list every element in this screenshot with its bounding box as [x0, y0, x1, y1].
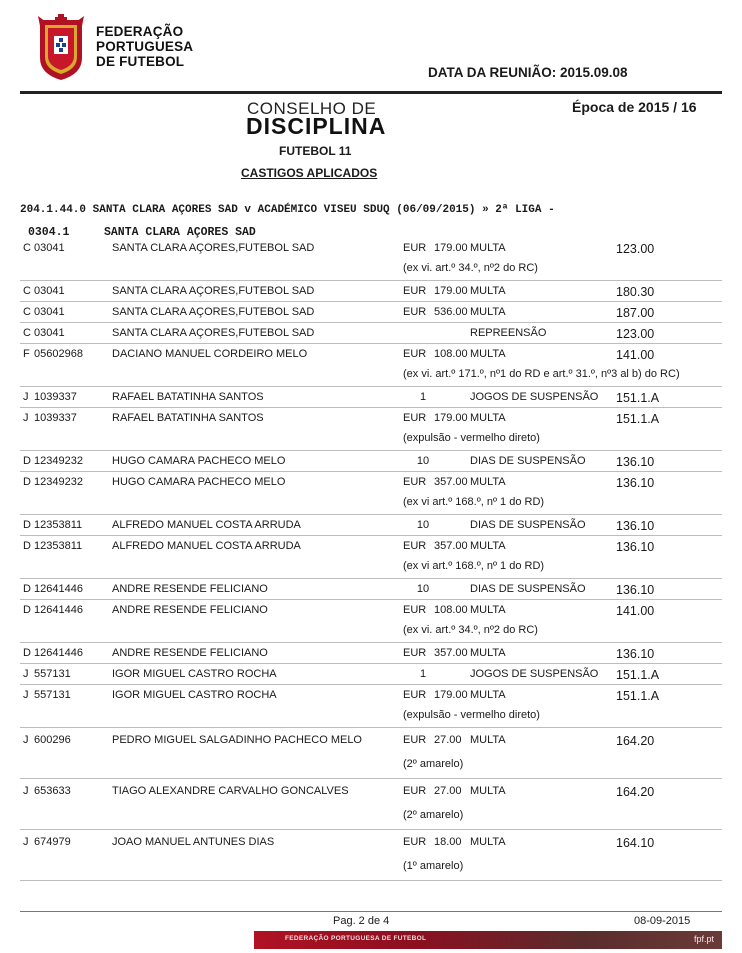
entry-article: 123.00 [616, 242, 655, 256]
table-row [20, 302, 722, 323]
entry-amount: 357.00 [434, 540, 468, 552]
page-number: Pag. 2 de 4 [333, 915, 390, 927]
footer-date: 08-09-2015 [634, 915, 691, 927]
entry-article: 136.10 [616, 647, 655, 661]
entry-type: D [23, 519, 31, 531]
row-main-line [20, 281, 722, 301]
entry-penalty: MULTA [470, 734, 506, 746]
entry-id: 653633 [34, 785, 71, 797]
entry-article: 136.10 [616, 583, 655, 597]
row-main-line [20, 302, 722, 322]
entry-currency: EUR [403, 734, 427, 746]
organization-name [96, 24, 193, 69]
entry-note: (2º amarelo) [403, 758, 464, 770]
entry-article: 151.1.A [616, 668, 660, 682]
entry-type: J [23, 412, 29, 424]
org-line-1: FEDERAÇÃO [96, 24, 184, 39]
club-name: SANTA CLARA AÇORES SAD [104, 226, 256, 239]
table-row [20, 408, 722, 451]
entry-quantity: 10 [416, 455, 430, 467]
entry-id: 674979 [34, 836, 71, 848]
penalties-table [20, 238, 722, 881]
table-row [20, 387, 722, 408]
row-main-line [20, 323, 722, 343]
entry-name: ALFREDO MANUEL COSTA ARRUDA [112, 540, 301, 552]
entry-penalty: MULTA [470, 785, 506, 797]
entry-name: RAFAEL BATATINHA SANTOS [112, 391, 264, 403]
table-row [20, 472, 722, 515]
table-row [20, 728, 722, 779]
entry-type: F [23, 348, 30, 360]
entry-note: (1º amarelo) [403, 860, 464, 872]
entry-quantity: 1 [419, 668, 427, 680]
row-main-line [20, 643, 722, 663]
penalties-title: CASTIGOS APLICADOS [241, 166, 378, 180]
entry-article: 136.10 [616, 540, 655, 554]
entry-penalty: MULTA [470, 306, 506, 318]
club-code: 0304.1 [28, 226, 70, 239]
row-note-line [20, 428, 722, 450]
entry-currency: EUR [403, 836, 427, 848]
entry-type: J [23, 689, 29, 701]
entry-id: 557131 [34, 668, 71, 680]
entry-amount: 536.00 [434, 306, 468, 318]
entry-type: J [23, 668, 29, 680]
row-main-line [20, 664, 722, 684]
entry-currency: EUR [403, 785, 427, 797]
entry-amount: 179.00 [434, 689, 468, 701]
row-note-line [20, 705, 722, 727]
table-row [20, 600, 722, 643]
row-note-line [20, 364, 722, 386]
entry-amount: 108.00 [434, 604, 468, 616]
entry-note: (ex vi. art.º 34.º, nº2 do RC) [403, 624, 538, 636]
entry-amount: 108.00 [434, 348, 468, 360]
entry-currency: EUR [403, 412, 427, 424]
footer-bar [254, 931, 722, 949]
entry-name: IGOR MIGUEL CASTRO ROCHA [112, 668, 277, 680]
entry-penalty: DIAS DE SUSPENSÃO [470, 455, 586, 467]
row-main-line [20, 238, 722, 258]
entry-type: C [23, 285, 31, 297]
entry-amount: 18.00 [434, 836, 462, 848]
footer-url[interactable]: fpf.pt [693, 934, 714, 944]
entry-id: 12349232 [34, 455, 83, 467]
entry-article: 136.10 [616, 476, 655, 490]
entry-id: 12641446 [34, 647, 83, 659]
entry-id: 12641446 [34, 583, 83, 595]
council-title: CONSELHO DE [247, 99, 377, 118]
row-main-line [20, 451, 722, 471]
entry-penalty: MULTA [470, 476, 506, 488]
entry-article: 151.1.A [616, 689, 660, 703]
table-row [20, 281, 722, 302]
row-note-line [20, 556, 722, 578]
org-line-3: DE FUTEBOL [96, 54, 185, 69]
entry-name: RAFAEL BATATINHA SANTOS [112, 412, 264, 424]
entry-currency: EUR [403, 689, 427, 701]
entry-id: 12641446 [34, 604, 83, 616]
entry-type: C [23, 242, 31, 254]
entry-note: (ex vi art.º 168.º, nº 1 do RD) [403, 496, 545, 508]
row-main-line [20, 515, 722, 535]
entry-article: 180.30 [616, 285, 655, 299]
entry-penalty: MULTA [470, 689, 506, 701]
entry-id: 12353811 [34, 519, 83, 531]
entry-name: SANTA CLARA AÇORES,FUTEBOL SAD [112, 327, 315, 339]
entry-currency: EUR [403, 647, 427, 659]
row-note-line [20, 854, 722, 880]
entry-penalty: MULTA [470, 412, 506, 424]
entry-quantity: 10 [416, 519, 430, 531]
table-row [20, 643, 722, 664]
row-main-line [20, 779, 722, 803]
table-row [20, 536, 722, 579]
competition-label: FUTEBOL 11 [279, 144, 352, 158]
entry-note: (expulsão - vermelho direto) [403, 432, 540, 444]
table-row [20, 579, 722, 600]
entry-article: 151.1.A [616, 412, 660, 426]
fpf-crest-icon [36, 14, 86, 82]
entry-article: 187.00 [616, 306, 655, 320]
table-row [20, 830, 722, 881]
entry-article: 164.20 [616, 785, 655, 799]
entry-currency: EUR [403, 540, 427, 552]
table-row [20, 323, 722, 344]
entry-id: 12353811 [34, 540, 83, 552]
entry-id: 05602968 [34, 348, 83, 360]
row-main-line [20, 685, 722, 705]
entry-article: 136.10 [616, 519, 655, 533]
row-main-line [20, 472, 722, 492]
footer-bar-text: FEDERAÇÃO PORTUGUESA DE FUTEBOL [285, 935, 427, 942]
entry-type: D [23, 540, 31, 552]
table-row [20, 685, 722, 728]
entry-type: J [23, 734, 29, 746]
fpf-logo [36, 14, 86, 82]
entry-article: 141.00 [616, 604, 655, 618]
entry-penalty: MULTA [470, 540, 506, 552]
entry-type: D [23, 647, 31, 659]
entry-amount: 179.00 [434, 242, 468, 254]
entry-article: 151.1.A [616, 391, 660, 405]
entry-currency: EUR [403, 242, 427, 254]
entry-amount: 357.00 [434, 647, 468, 659]
table-row [20, 779, 722, 830]
entry-article: 141.00 [616, 348, 655, 362]
table-row [20, 451, 722, 472]
entry-name: HUGO CAMARA PACHECO MELO [112, 476, 286, 488]
entry-name: DACIANO MANUEL CORDEIRO MELO [112, 348, 308, 360]
entry-name: ALFREDO MANUEL COSTA ARRUDA [112, 519, 301, 531]
entry-name: SANTA CLARA AÇORES,FUTEBOL SAD [112, 242, 315, 254]
entry-article: 164.10 [616, 836, 655, 850]
entry-id: 03041 [34, 285, 65, 297]
entry-amount: 179.00 [434, 285, 468, 297]
entry-amount: 27.00 [434, 785, 462, 797]
entry-name: ANDRE RESENDE FELICIANO [112, 604, 268, 616]
row-main-line [20, 344, 722, 364]
entry-name: IGOR MIGUEL CASTRO ROCHA [112, 689, 277, 701]
entry-amount: 27.00 [434, 734, 462, 746]
entry-currency: EUR [403, 306, 427, 318]
entry-id: 557131 [34, 689, 71, 701]
entry-id: 03041 [34, 306, 65, 318]
match-line: 204.1.44.0 SANTA CLARA AÇORES SAD v ACADÉMICO VISEU SDUQ (06/09/2015) » 2ª LIGA - [20, 204, 555, 216]
entry-penalty: MULTA [470, 285, 506, 297]
entry-type: D [23, 583, 31, 595]
entry-name: ANDRE RESENDE FELICIANO [112, 647, 268, 659]
meeting-date: DATA DA REUNIÃO: 2015.09.08 [428, 65, 628, 80]
entry-type: C [23, 327, 31, 339]
entry-penalty: DIAS DE SUSPENSÃO [470, 583, 586, 595]
row-main-line [20, 728, 722, 752]
org-line-2: PORTUGUESA [96, 39, 194, 54]
row-note-line [20, 752, 722, 778]
entry-note: (expulsão - vermelho direto) [403, 709, 540, 721]
entry-amount: 357.00 [434, 476, 468, 488]
entry-article: 123.00 [616, 327, 655, 341]
entry-penalty: MULTA [470, 836, 506, 848]
entry-penalty: MULTA [470, 242, 506, 254]
entry-amount: 179.00 [434, 412, 468, 424]
entry-type: J [23, 785, 29, 797]
entry-penalty: MULTA [470, 348, 506, 360]
entry-id: 600296 [34, 734, 71, 746]
entry-type: D [23, 604, 31, 616]
entry-name: ANDRE RESENDE FELICIANO [112, 583, 268, 595]
header-divider [20, 91, 722, 94]
entry-name: SANTA CLARA AÇORES,FUTEBOL SAD [112, 285, 315, 297]
row-main-line [20, 408, 722, 428]
entry-article: 136.10 [616, 455, 655, 469]
entry-type: D [23, 476, 31, 488]
entry-currency: EUR [403, 285, 427, 297]
entry-penalty: JOGOS DE SUSPENSÃO [470, 668, 599, 680]
table-row [20, 515, 722, 536]
row-main-line [20, 579, 722, 599]
row-main-line [20, 536, 722, 556]
table-row [20, 344, 722, 387]
entry-article: 164.20 [616, 734, 655, 748]
entry-name: HUGO CAMARA PACHECO MELO [112, 455, 286, 467]
row-main-line [20, 600, 722, 620]
entry-id: 03041 [34, 242, 65, 254]
entry-penalty: JOGOS DE SUSPENSÃO [470, 391, 599, 403]
row-main-line [20, 387, 722, 407]
entry-type: J [23, 836, 29, 848]
entry-penalty: MULTA [470, 647, 506, 659]
entry-id: 12349232 [34, 476, 83, 488]
entry-currency: EUR [403, 604, 427, 616]
entry-currency: EUR [403, 476, 427, 488]
entry-note: (ex vi. art.º 171.º, nº1 do RD e art.º 31.º, nº3 al b) do RC) [403, 368, 680, 380]
entry-currency: EUR [403, 348, 427, 360]
discipline-title: DISCIPLINA [246, 113, 387, 139]
entry-penalty: REPREENSÃO [470, 327, 547, 339]
footer-divider [20, 911, 722, 912]
entry-note: (ex vi art.º 168.º, nº 1 do RD) [403, 560, 545, 572]
row-note-line [20, 803, 722, 829]
entry-name: JOAO MANUEL ANTUNES DIAS [112, 836, 275, 848]
entry-quantity: 1 [419, 391, 427, 403]
entry-quantity: 10 [416, 583, 430, 595]
entry-type: D [23, 455, 31, 467]
entry-name: TIAGO ALEXANDRE CARVALHO GONCALVES [112, 785, 349, 797]
entry-penalty: DIAS DE SUSPENSÃO [470, 519, 586, 531]
table-row [20, 238, 722, 281]
entry-note: (ex vi. art.º 34.º, nº2 do RC) [403, 262, 538, 274]
row-note-line [20, 258, 722, 280]
entry-name: SANTA CLARA AÇORES,FUTEBOL SAD [112, 306, 315, 318]
entry-penalty: MULTA [470, 604, 506, 616]
row-main-line [20, 830, 722, 854]
entry-name: PEDRO MIGUEL SALGADINHO PACHECO MELO [112, 734, 362, 746]
entry-note: (2º amarelo) [403, 809, 464, 821]
table-row [20, 664, 722, 685]
entry-type: J [23, 391, 29, 403]
entry-type: C [23, 306, 31, 318]
season-label: Época de 2015 / 16 [572, 99, 697, 115]
entry-id: 03041 [34, 327, 65, 339]
row-note-line [20, 492, 722, 514]
row-note-line [20, 620, 722, 642]
entry-id: 1039337 [34, 391, 77, 403]
entry-id: 1039337 [34, 412, 77, 424]
